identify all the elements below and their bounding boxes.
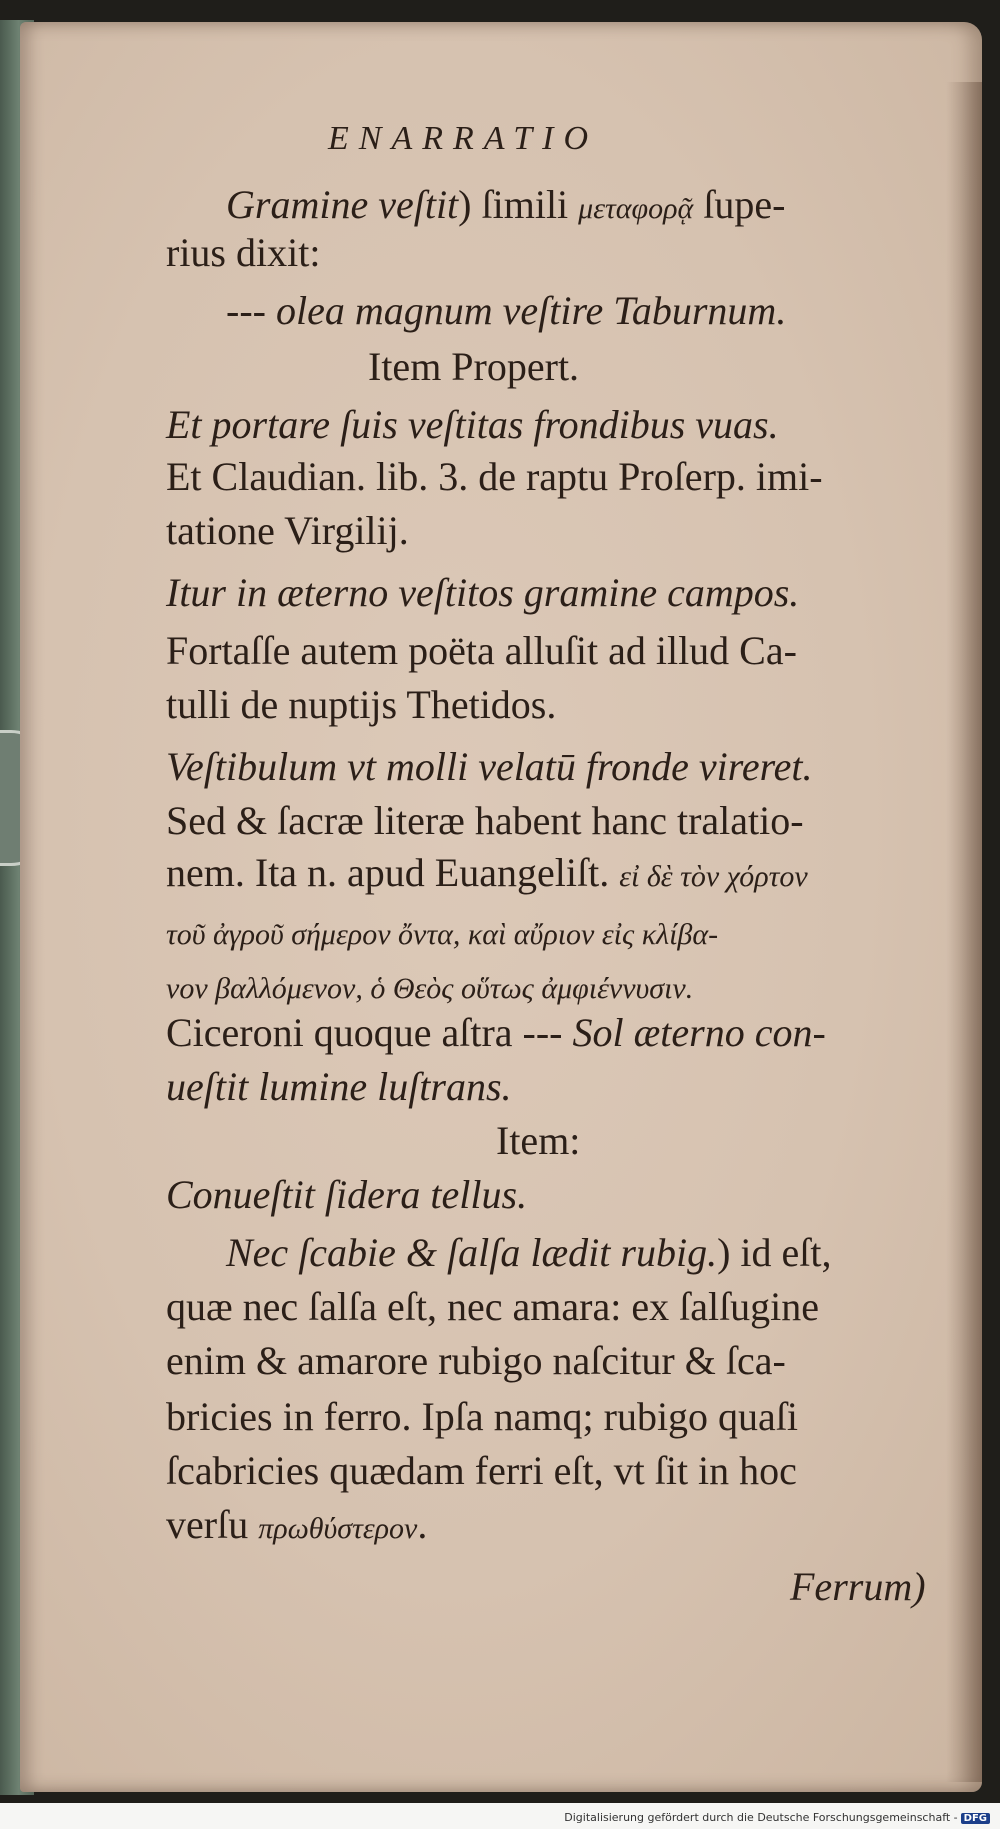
text-line — [166, 230, 320, 276]
text-segment: nem. Ita n. apud Euangeliſt. — [166, 850, 620, 895]
digitization-credit — [564, 1811, 990, 1824]
text-segment: Sol æterno con- — [572, 1010, 826, 1055]
book-page — [20, 22, 982, 1792]
text-line — [166, 570, 799, 616]
text-line — [166, 908, 718, 958]
catchword: Ferrum) — [790, 1564, 926, 1609]
text-segment: Nec ſcabie & ſalſa lædit rubig. — [226, 1230, 718, 1275]
text-line — [166, 1338, 786, 1384]
text-segment: . — [417, 1502, 428, 1547]
text-line — [166, 402, 779, 448]
text-segment: Gramine veſtit — [226, 182, 459, 227]
text-line — [166, 850, 808, 900]
text-segment: Et portare ſuis veſtitas frondibus vuas. — [166, 402, 779, 447]
text-line — [166, 1010, 826, 1056]
dfg-logo: DFG — [961, 1813, 990, 1824]
text-segment: μεταφορᾷ — [578, 192, 694, 225]
text-line — [166, 1448, 797, 1494]
text-segment: tatione Virgilij. — [166, 508, 409, 553]
text-segment: τοῦ ἀγροῦ σήμερον ὄντα, καὶ αὔριον εἰς κλίβα- — [166, 918, 719, 951]
text-line — [166, 682, 556, 728]
text-segment: Conueſtit ſidera tellus. — [166, 1172, 528, 1217]
text-line — [166, 1394, 798, 1440]
text-line — [368, 344, 579, 390]
text-line — [166, 1172, 527, 1218]
text-segment: rius dixit: — [166, 230, 321, 275]
text-segment: Item: — [496, 1118, 581, 1163]
text-line — [226, 1230, 832, 1276]
credit-text: Digitalisierung gefördert durch die Deutsche Forschungsgemeinschaft - — [564, 1811, 958, 1824]
page-header: ENARRATIO — [328, 120, 599, 157]
text-line — [226, 288, 786, 334]
text-line — [166, 744, 813, 790]
text-segment: tulli de nuptijs Thetidos. — [166, 682, 557, 727]
text-segment: ) id eſt, — [717, 1230, 832, 1275]
text-segment: Sed & ſacræ literæ habent hanc tralatio- — [166, 798, 804, 843]
text-segment: Veſtibulum vt molli velatū fronde vireret. — [166, 744, 813, 789]
text-line — [166, 962, 693, 1012]
text-segment: πρωθύστερον — [258, 1512, 418, 1545]
text-line — [496, 1118, 580, 1164]
text-line — [166, 508, 409, 554]
page-edge-shadow — [946, 82, 982, 1782]
text-line — [166, 798, 804, 844]
text-line — [166, 1502, 427, 1552]
text-segment: Itur in æterno veſtitos gramine campos. — [166, 570, 800, 615]
text-segment: ſcabricies quædam ferri eſt, vt ſit in hoc — [166, 1448, 797, 1493]
text-segment: νον βαλλόμενον, ὁ Θεὸς οὕτως ἀμφιέννυσιν. — [166, 972, 694, 1005]
text-segment: Item Propert. — [368, 344, 580, 389]
text-segment: verſu — [166, 1502, 259, 1547]
text-segment: Fortaſſe autem poëta alluſit ad illud Ca- — [166, 628, 797, 673]
text-segment: enim & amarore rubigo naſcitur & ſca- — [166, 1338, 786, 1383]
text-segment: εἰ δὲ τὸν χόρτον — [619, 860, 808, 893]
text-segment: --- olea magnum veſtire Taburnum. — [226, 288, 787, 333]
text-segment: bricies in ferro. Ipſa namq; rubigo quaſi — [166, 1394, 799, 1439]
text-segment: quæ nec ſalſa eſt, nec amara: ex ſalſugine — [166, 1284, 820, 1329]
text-line — [166, 1064, 512, 1110]
text-line — [166, 628, 797, 674]
text-segment: Et Claudian. lib. 3. de raptu Proſerp. imi- — [166, 454, 823, 499]
text-segment: ueſtit lumine luſtrans. — [166, 1064, 512, 1109]
text-line — [166, 454, 823, 500]
text-line — [226, 182, 785, 232]
footer-bar — [0, 1803, 1000, 1829]
text-segment: ) ſimili — [458, 182, 579, 227]
text-segment: ſupe- — [693, 182, 786, 227]
text-segment: Ciceroni quoque aſtra --- — [166, 1010, 573, 1055]
text-line — [166, 1284, 819, 1330]
